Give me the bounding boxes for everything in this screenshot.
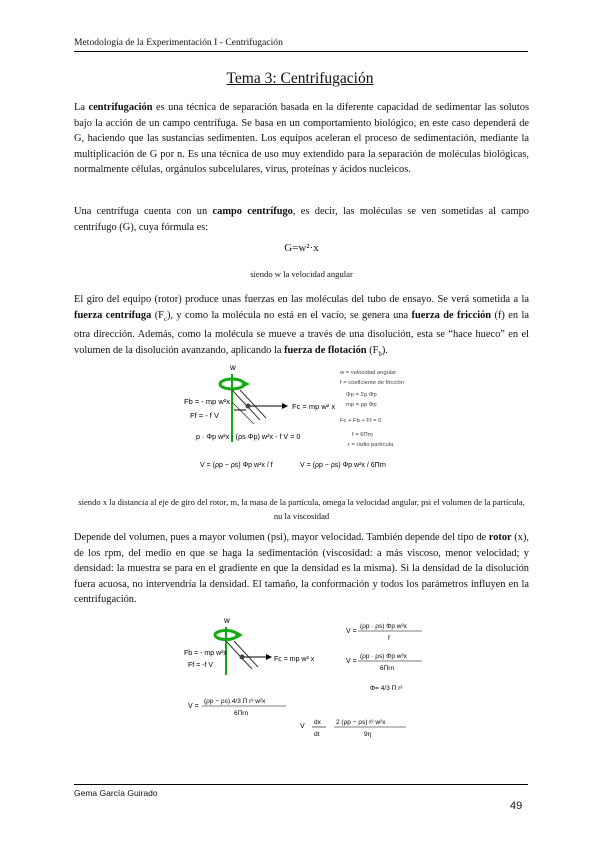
svg-text:Fc + Fb + Ff = 0: Fc + Fb + Ff = 0 <box>340 418 382 424</box>
particle <box>246 404 251 409</box>
svg-text:Ff = -f V: Ff = -f V <box>188 662 214 669</box>
svg-text:V =: V = <box>188 703 199 710</box>
velocity-eq-1: V = (ρp − ρs) Φp w²x / f <box>200 462 273 469</box>
svg-text:(ρp · ρs) Φp w²x: (ρp · ρs) Φp w²x <box>360 653 407 660</box>
svg-text:Φ= 4/3 Π r³: Φ= 4/3 Π r³ <box>370 685 403 692</box>
svg-text:(ρp − ρs) 4/3 Π r³ w²x: (ρp − ρs) 4/3 Π r³ w²x <box>204 698 266 705</box>
forces-diagram-2 <box>150 615 450 750</box>
omega-label-2: w <box>224 616 230 625</box>
fb-label: Fb = - mp w²x <box>184 397 231 406</box>
svg-text:w = velocidad angular: w = velocidad angular <box>340 370 397 376</box>
svg-text:9η: 9η <box>364 731 372 738</box>
svg-text:2 (ρp − ρs) r² w²x: 2 (ρp − ρs) r² w²x <box>336 719 386 726</box>
forces-diagram-1 <box>170 362 440 480</box>
svg-text:mp = ρp Φp: mp = ρp Φp <box>346 402 377 408</box>
svg-text:V =: V = <box>346 628 357 635</box>
svg-text:Φp = Σp Φp: Φp = Σp Φp <box>346 392 377 398</box>
footer-author: Gema García Guirado <box>74 788 158 798</box>
svg-text:Fb = - mp w²x: Fb = - mp w²x <box>184 650 227 657</box>
svg-text:f: f <box>388 635 390 642</box>
header-rule <box>74 51 528 52</box>
forces-paragraph: El giro del equipo (rotor) produce unas fuerzas en las moléculas del tubo de ensayo. Se verá sometida a la fuerza centrífuga $(F_c)$, y como la molécula no está en el vacío, se genera una fuerza de fricción (f) en la otra dirección. Además, como la molécula se mueve a través de una disolución, esta se “hace hueco” en el volumen de la disolución avanzando, aplicando la fuerza de flotación $(F_b)$. <box>74 294 529 358</box>
svg-text:6Πrn: 6Πrn <box>380 665 395 672</box>
svg-text:f = coeficiente de fricción: f = coeficiente de fricción <box>340 380 404 386</box>
svg-text:f = 6Πrη: f = 6Πrη <box>352 432 373 438</box>
ff-label: Ff = - f V <box>190 411 219 420</box>
svg-text:V: V <box>300 723 305 730</box>
particle-2 <box>240 655 245 660</box>
svg-text:dt: dt <box>314 731 320 738</box>
svg-text:Fc = mp w² x: Fc = mp w² x <box>274 656 315 663</box>
page-title: Tema 3: Centrifugación <box>226 70 374 87</box>
fc-label: Fc = mp w² x <box>292 402 336 411</box>
balance-equation: p · Φp w²x · (ρs Φp) w²x - f V = 0 <box>196 432 301 441</box>
formula-note: siendo w la velocidad angular <box>250 269 353 279</box>
field-paragraph: Una centrífuga cuenta con un campo centrífugo, es decir, las moléculas se ven sometidas al campo centrífugo (G), cuya fórmula es: <box>74 206 529 233</box>
footer-rule <box>74 784 528 785</box>
intro-paragraph: La centrifugación es una técnica de separación basada en la diferente capacidad de sedimentar las solutos bajo la acción de un campo centrífuga. Se basa en un comportamiento biológico, en este caso dependerá de G, haciendo que las sustancias sedimenten. Los equipos aceleran el proceso de sedimentación, mediante la multiplicación de G por n. Es una técnica de uso muy extendido para la separación de moléculas biológicas, normalmente células, orgánulos subcelulares, virus, proteínas y ácidos nucleicos. <box>74 102 529 176</box>
diagram1-legend <box>339 370 404 448</box>
svg-text:dx: dx <box>314 719 321 726</box>
svg-text:(ρp · ρs) Φp w²x: (ρp · ρs) Φp w²x <box>360 623 407 630</box>
formula-g: G=w²·x <box>284 242 319 254</box>
svg-text:6Πrn: 6Πrn <box>234 710 249 717</box>
caption-1: siendo x la distancia al eje de giro del rotor, m, la masa de la partícula, omega la velocidad angular, psi el volumen de la partícula, nu la viscosidad <box>78 497 525 521</box>
svg-text:V =: V = <box>346 658 357 665</box>
velocity-eq-2: V = (ρp − ρs) Φp w²x / 6Πrn <box>300 462 386 469</box>
depends-paragraph: Depende del volumen, pues a mayor volumen (psi), mayor velocidad. También depende del tipo de rotor (x), de los rpm, del medio en que se haga la sedimentación (viscosidad: a más viscoso, menor velocidad; y densidad: la muestra se para en el gradiente en que la densidad es la misma). Si la densidad de la disolución fuera acuosa, no intervendría la densidad. El tamaño, la conformación y todos los parámetros influyen en la centrifugación. <box>74 532 529 606</box>
page-number: 49 <box>510 800 523 812</box>
omega-label: w <box>230 363 236 372</box>
svg-text:r = radio partícula: r = radio partícula <box>348 442 394 448</box>
running-header: Metodología de la Experimentación I - Centrifugación <box>74 37 283 48</box>
